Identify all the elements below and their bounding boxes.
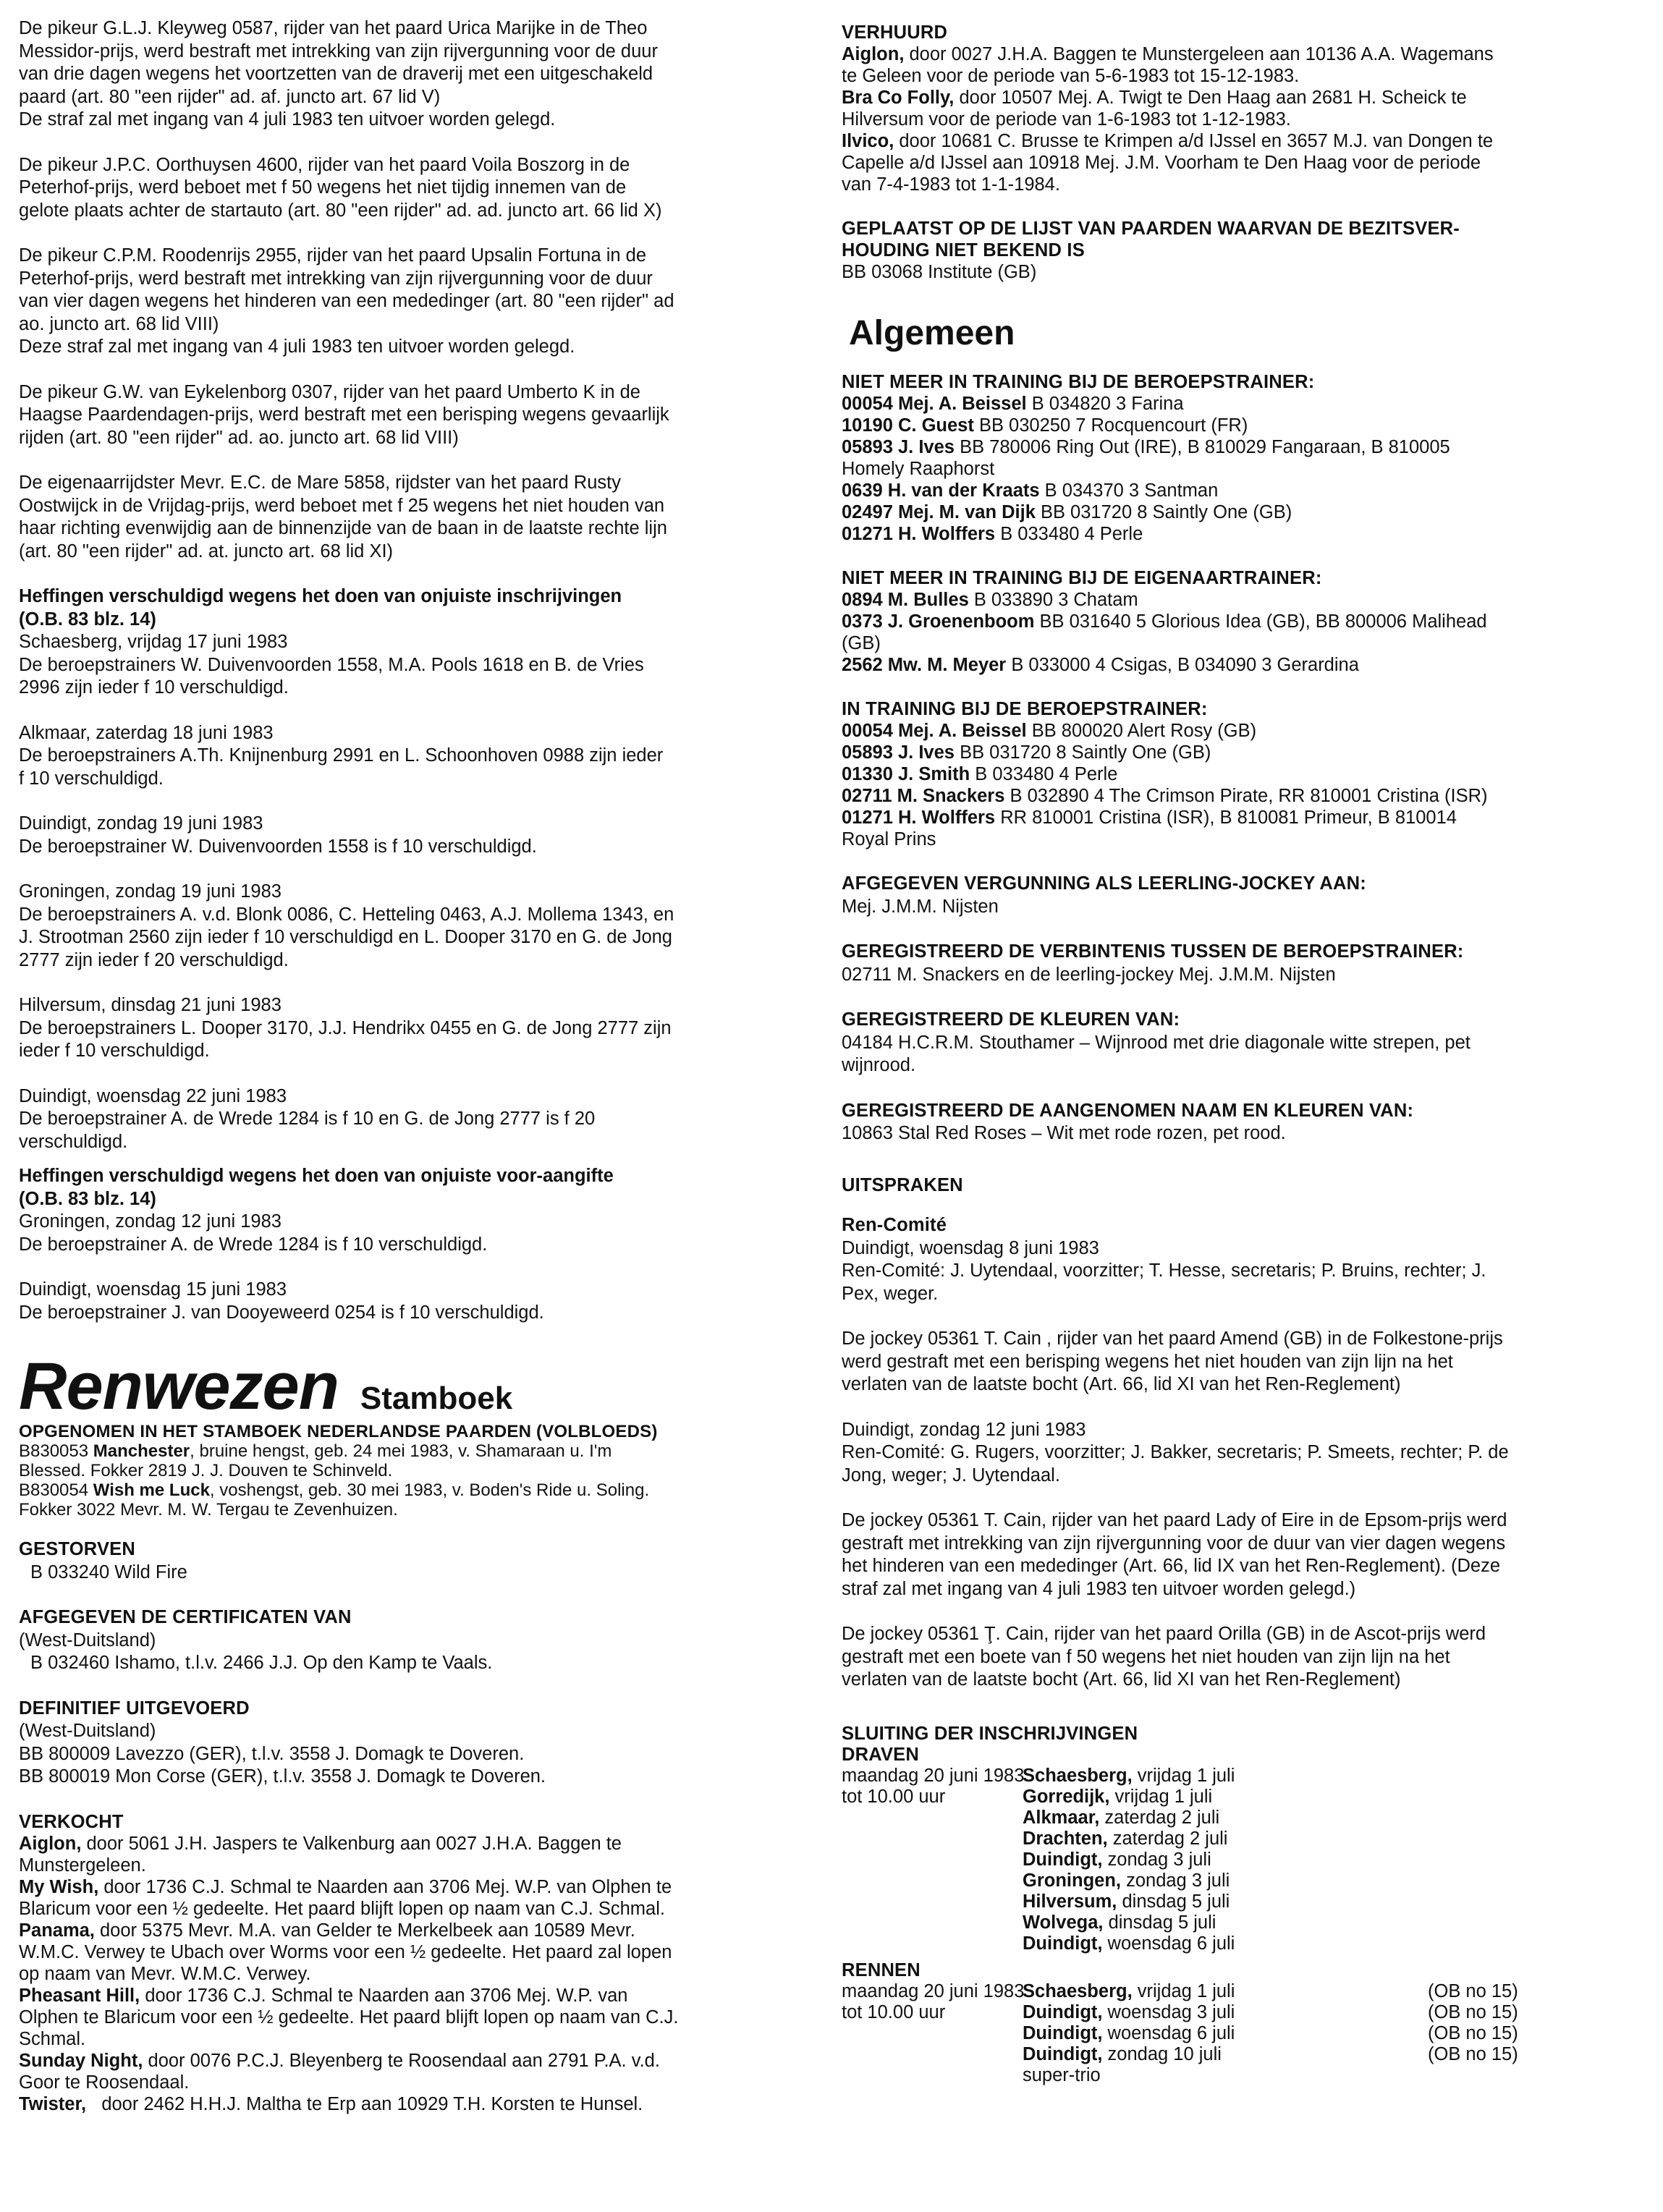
section-heading: (O.B. 83 blz. 14) <box>19 1188 156 1209</box>
right-column <box>842 22 1634 2086</box>
section-heading: NIET MEER IN TRAINING BIJ DE EIGENAARTRAINER: <box>842 568 1322 588</box>
section-heading: DEFINITIEF UITGEVOERD <box>19 1698 250 1719</box>
penalty-item: De eigenaarrijdster Mevr. E.C. de Mare 5858, rijdster van het paard Rusty Oostwijck in de Vrijdag-prijs, werd beboet met f 25 wegens het niet houden van haar richting evenwijdig aan de binnenzijde van de baan in de laatste rechte lijn (art. 80 "een rijder" ad. at. juncto art. 68 lid XI) <box>19 473 667 562</box>
kleuren-block: GEREGISTREERD DE KLEUREN VAN: 04184 H.C.R.M. Stouthamer – Wijnrood met drie diagonale witte strepen, pet wijnrood. <box>842 1009 1634 1077</box>
naam-kleuren-block: GEREGISTREERD DE AANGENOMEN NAAM EN KLEUREN VAN: 10863 Stal Red Roses – Wit met rode rozen, pet rood. <box>842 1100 1634 1145</box>
niet-meer-beroeps-block: NIET MEER IN TRAINING BIJ DE BEROEPSTRAINER: 00054 Mej. A. Beissel B 034820 3 Farina 10190 C. Guest BB 030250 7 Rocquencourt (FR) 05893 J. Ives BB 780006 Ring Out (IRE), B 810029 Fangaraan, B 810005 Homely Raaphorst 0639 H. van der Kraats B 034370 3 Santman 02497 Mej. M. van Dijk BB 031720 8 Saintly One (GB) 01271 H. Wolffers B 033480 4 Perle <box>842 371 1634 545</box>
uitspraken-heading-block <box>842 1174 1634 1198</box>
race-line: Schaesberg, vrijdag 1 juli <box>1023 1765 1235 1786</box>
verkocht-block: VERKOCHT Aiglon, door 5061 J.H. Jaspers te Valkenburg aan 0027 J.H.A. Baggen te Munstergeleen. My Wish, door 1736 C.J. Schmal te Naarden aan 3706 Mej. W.P. van Olphen te Blaricum voor een ½ gedeelte. Het paard blijft lopen op naam van C.J. Schmal. Panama, door 5375 Mevr. M.A. van Gelder te Merkelbeek aan 10589 Mevr. W.M.C. Verwey te Ubach over Worms voor een ½ gedeelte. Het paard zal lopen op naam van Mevr. W.M.C. Verwey. Pheasant Hill, door 1736 C.J. Schmal te Naarden aan 3706 Mej. W.P. van Olphen te Blaricum voor een ½ gedeelte. Het paard blijft lopen op naam van C.J. Schmal. Sunday Night, door 0076 P.C.J. Bleyenberg te Roosendaal aan 2791 P.A. v.d. Goor te Roosendaal. Twister, door 2462 H.H.J. Maltha te Erp aan 10929 T.H. Korsten te Hunsel. <box>19 1811 795 2115</box>
section-heading: GEREGISTREERD DE KLEUREN VAN: <box>842 1009 1180 1030</box>
race-line: Duindigt, woensdag 6 juli <box>1023 1933 1235 1954</box>
section-heading: (O.B. 83 blz. 14) <box>19 609 156 630</box>
in-training-block: IN TRAINING BIJ DE BEROEPSTRAINER: 00054 Mej. A. Beissel BB 800020 Alert Rosy (GB) 05893 J. Ives BB 031720 8 Saintly One (GB) 01330 J. Smith B 033480 4 Perle 02711 M. Snackers B 032890 4 The Crimson Pirate, RR 810001 Cristina (ISR) 01271 H. Wolffers RR 810001 Cristina (ISR), B 810081 Primeur, B 810014 Royal Prins <box>842 698 1634 850</box>
section-heading: AFGEGEVEN DE CERTIFICATEN VAN <box>19 1607 352 1627</box>
penalty-item: De pikeur G.W. van Eykelenborg 0307, rijder van het paard Umberto K in de Haagse Paardendagen-prijs, werd bestraft met een berisping wegens gevaarlijk rijden (art. 80 "een rijder" ad. ao. juncto art. 68 lid VIII) <box>19 381 669 448</box>
fine-item: Duindigt, woensdag 15 juni 1983 De beroepstrainer J. van Dooyeweerd 0254 is f 10 verschuldigd. <box>19 1279 544 1323</box>
fine-item: Duindigt, woensdag 22 juni 1983 De beroepstrainer A. de Wrede 1284 is f 10 en G. de Jong 2777 is f 20 verschuldigd. <box>19 1085 596 1152</box>
race-line: Wolvega, dinsdag 5 juli <box>1023 1912 1216 1933</box>
section-heading: GEREGISTREERD DE AANGENOMEN NAAM EN KLEUREN VAN: <box>842 1100 1414 1121</box>
stamboek-line: B830053 Manchester, bruine hengst, geb. 24 mei 1983, v. Shamaraan u. I'm <box>19 1441 612 1461</box>
rennen-ob: (OB no 15) (OB no 15) (OB no 15) (OB no 15) <box>1428 1980 1518 2064</box>
stamboek-line: B830054 Wish me Luck, voshengst, geb. 30 mei 1983, v. Boden's Ride u. Soling. <box>19 1480 650 1500</box>
section-heading: SLUITING DER INSCHRIJVINGEN <box>842 1723 1138 1744</box>
uitspraak-item: De jockey 05361 T. Cain , rijder van het paard Amend (GB) in de Folkestone-prijs werd gestraft met een berisping wegens het niet houden van zijn lijn na het verlaten van de laatste bocht (Art. 66, lid XI van het Ren-Reglement) <box>842 1329 1503 1394</box>
section-heading: VERKOCHT <box>19 1811 124 1832</box>
stamboek-line: Fokker 3022 Mevr. M. W. Tergau te Zevenhuizen. <box>19 1500 398 1520</box>
draven-heading: DRAVEN <box>842 1744 919 1765</box>
rennen-races <box>1023 1981 1413 2086</box>
geplaatst-block: GEPLAATST OP DE LIJST VAN PAARDEN WAARVAN DE BEZITSVER- HOUDING NIET BEKEND IS BB 03068 Institute (GB) <box>842 218 1634 283</box>
race-line: Duindigt, zondag 10 juli <box>1023 2043 1222 2064</box>
race-line: Duindigt, zondag 3 juli <box>1023 1849 1211 1870</box>
section-heading: IN TRAINING BIJ DE BEROEPSTRAINER: <box>842 699 1208 719</box>
fine-item: Duindigt, zondag 19 juni 1983 De beroepstrainer W. Duivenvoorden 1558 is f 10 verschuldigd. <box>19 813 537 857</box>
section-heading: GEREGISTREERD DE VERBINTENIS TUSSEN DE BEROEPSTRAINER: <box>842 941 1464 962</box>
rennen-deadline: maandag 20 juni 1983 tot 10.00 uur <box>842 1980 1025 2022</box>
certificaten-block: AFGEGEVEN DE CERTIFICATEN VAN (West-Duitsland) B 032460 Ishamo, t.l.v. 2466 J.J. Op den Kamp te Vaals. <box>19 1606 795 1675</box>
uitspraak-item: De jockey 05361 T. Cain, rijder van het paard Lady of Eire in de Epsom-prijs werd gestraft met intrekking van zijn rijvergunning voor de duur van vier dagen wegens het hinderen van een mededinger (Art. 66, lid IX van het Ren-Reglement). (Deze straf zal met ingang van 4 juli 1983 ten uitvoer worden gelegd.) <box>842 1510 1507 1599</box>
stamboek-line: Blessed. Fokker 2819 J. J. Douven te Schinveld. <box>19 1461 393 1480</box>
draven-races <box>1023 1766 1413 1954</box>
section-heading: Heffingen verschuldigd wegens het doen van onjuiste voor-aangifte <box>19 1166 614 1186</box>
uitspraak-item: Duindigt, zondag 12 juni 1983 Ren-Comité: G. Rugers, voorzitter; J. Bakker, secretaris; P. Smeets, rechter; P. de Jong, weger; J. Uytendaal. <box>842 1419 1509 1486</box>
section-heading: UITSPRAKEN <box>842 1174 963 1195</box>
rennen-heading: RENNEN <box>842 1959 921 1980</box>
penalty-item: De pikeur G.L.J. Kleyweg 0587, rijder van het paard Urica Marijke in de Theo Messidor-prijs, werd bestraft met intrekking van zijn rijvergunning voor de duur van drie dagen wegens het voortzetten van de draverij met een uitgeschakeld paard (art. 80 "een rijder" ad. af. juncto art. 67 lid V) De straf zal met ingang van 4 juli 1983 ten uitvoer worden gelegd. <box>19 18 658 130</box>
uitspraak-item: De jockey 05361 Ţ. Cain, rijder van het paard Orilla (GB) in de Ascot-prijs werd gestraft met een boete van f 50 wegens het niet houden van zijn lijn na het verlaten van de laatste bocht (Art. 66, lid XI van het Ren-Reglement) <box>842 1624 1486 1690</box>
penalty-item: De pikeur C.P.M. Roodenrijs 2955, rijder van het paard Upsalin Fortuna in de Peterhof-prijs, werd bestraft met intrekking van zijn rijvergunning voor de duur van vier dagen wegens het hinderen van een mededinger (art. 80 "een rijder" ad ao. juncto art. 68 lid VIII) Deze straf zal met ingang van 4 juli 1983 ten uitvoer worden gelegd. <box>19 245 674 357</box>
race-line: Schaesberg, vrijdag 1 juli <box>1023 1980 1235 2001</box>
race-line: Groningen, zondag 3 juli <box>1023 1870 1230 1891</box>
uitspraak-item: Duindigt, woensdag 8 juni 1983 Ren-Comité: J. Uytendaal, voorzitter; T. Hesse, secretaris; P. Bruins, rechter; J. Pex, weger. <box>842 1237 1486 1304</box>
verhuurd-block: VERHUURD Aiglon, door 0027 J.H.A. Baggen te Munstergeleen aan 10136 A.A. Wagemans te Geleen voor de periode van 5-6-1983 tot 15-12-1983. Bra Co Folly, door 10507 Mej. A. Twigt te Den Haag aan 2681 H. Scheick te Hilversum voor de periode van 1-6-1983 tot 1-12-1983. Ilvico, door 10681 C. Brusse te Krimpen a/d IJssel en 3657 M.J. van Dongen te Capelle a/d IJssel aan 10918 Mej. J.M. Voorham te Den Haag voor de periode van 7-4-1983 tot 1-1-1984. <box>842 22 1634 195</box>
fine-item: Schaesberg, vrijdag 17 juni 1983 De beroepstrainers W. Duivenvoorden 1558, M.A. Pools 1618 en B. de Vries 2996 zijn ieder f 10 verschuldigd. <box>19 632 644 698</box>
draven-table <box>842 1766 1634 1954</box>
niet-meer-eigen-block: NIET MEER IN TRAINING BIJ DE EIGENAARTRAINER: 0894 M. Bulles B 033890 3 Chatam 0373 J. Groenenboom BB 031640 5 Glorious Idea (GB), BB 800006 Malihead (GB) 2562 Mw. M. Meyer B 033000 4 Csigas, B 034090 3 Gerardina <box>842 567 1634 676</box>
rennen-table <box>842 1981 1634 2086</box>
stamboek-opgenomen <box>19 1422 795 1520</box>
race-line: Duindigt, woensdag 6 juli <box>1023 2022 1235 2043</box>
fines-preannounce-section <box>19 1165 795 1324</box>
draven-deadline: maandag 20 juni 1983 tot 10.00 uur <box>842 1765 1025 1807</box>
race-line: Drachten, zaterdag 2 juli <box>1023 1828 1228 1849</box>
penalty-item: De pikeur J.P.C. Oorthuysen 4600, rijder van het paard Voila Boszorg in de Peterhof-prijs, werd beboet met f 50 wegens het niet tijdig innemen van de gelote plaats achter de startauto (art. 80 "een rijder" ad. ad. juncto art. 66 lid X) <box>19 154 662 221</box>
race-extra: super-trio <box>1023 2064 1101 2085</box>
vergunning-block: AFGEGEVEN VERGUNNING ALS LEERLING-JOCKEY AAN: Mej. J.M.M. Nijsten <box>842 873 1634 918</box>
fine-item: Hilversum, dinsdag 21 juni 1983 De beroepstrainers L. Dooper 3170, J.J. Hendrikx 0455 en G. de Jong 2777 zijn ieder f 10 verschuldigd. <box>19 995 672 1061</box>
fine-item: Groningen, zondag 12 juni 1983 De beroepstrainer A. de Wrede 1284 is f 10 verschuldigd. <box>19 1211 488 1255</box>
race-line: Alkmaar, zaterdag 2 juli <box>1023 1807 1220 1828</box>
race-line: Gorredijk, vrijdag 1 juli <box>1023 1786 1213 1807</box>
section-heading: GEPLAATST OP DE LIJST VAN PAARDEN WAARVAN DE BEZITSVER- <box>842 219 1460 239</box>
section-heading: NIET MEER IN TRAINING BIJ DE BEROEPSTRAINER: <box>842 372 1315 392</box>
fine-item: Groningen, zondag 19 juni 1983 De beroepstrainers A. v.d. Blonk 0086, C. Hetteling 0463, A.J. Mollema 1343, en J. Strootman 2560 zijn ieder f 10 verschuldigd en L. Dooper 3170 en G. de Jong 2777 zijn ieder f 20 verschuldigd. <box>19 881 674 970</box>
section-heading: HOUDING NIET BEKEND IS <box>842 240 1085 260</box>
sluiting-block <box>842 1724 1634 2086</box>
gestorven-block: GESTORVEN B 033240 Wild Fire <box>19 1538 795 1584</box>
section-heading: Heffingen verschuldigd wegens het doen van onjuiste inschrijvingen <box>19 586 622 606</box>
stamboek-subtitle: Stamboek <box>360 1381 513 1416</box>
algemeen-title: Algemeen <box>849 314 1015 352</box>
section-heading: AFGEGEVEN VERGUNNING ALS LEERLING-JOCKEY AAN: <box>842 873 1366 894</box>
uitgevoerd-block: DEFINITIEF UITGEVOERD (West-Duitsland) BB 800009 Lavezzo (GER), t.l.v. 3558 J. Domagk te Doveren. BB 800019 Mon Corse (GER), t.l.v. 3558 J. Domagk te Doveren. <box>19 1698 795 1789</box>
left-column <box>19 17 795 2137</box>
rencomite-heading: Ren-Comité <box>842 1215 947 1235</box>
race-line: Hilversum, dinsdag 5 juli <box>1023 1891 1230 1912</box>
fines-entry-section <box>19 585 795 1153</box>
renwezen-section <box>19 1347 795 2115</box>
verbintenis-block: GEREGISTREERD DE VERBINTENIS TUSSEN DE BEROEPSTRAINER: 02711 M. Snackers en de leerling-jockey Mej. J.M.M. Nijsten <box>842 941 1634 986</box>
penalties-section <box>19 17 795 563</box>
renwezen-header <box>19 1347 795 1422</box>
race-line: Duindigt, woensdag 3 juli <box>1023 2001 1235 2022</box>
fine-item: Alkmaar, zaterdag 18 juni 1983 De beroepstrainers A.Th. Knijnenburg 2991 en L. Schoonhoven 0988 zijn ieder f 10 verschuldigd. <box>19 722 664 789</box>
section-heading: OPGENOMEN IN HET STAMBOEK NEDERLANDSE PAARDEN (VOLBLOEDS) <box>19 1422 658 1441</box>
section-heading: VERHUURD <box>842 22 948 43</box>
section-heading: GESTORVEN <box>19 1539 135 1559</box>
renwezen-title: Renwezen <box>19 1349 339 1423</box>
